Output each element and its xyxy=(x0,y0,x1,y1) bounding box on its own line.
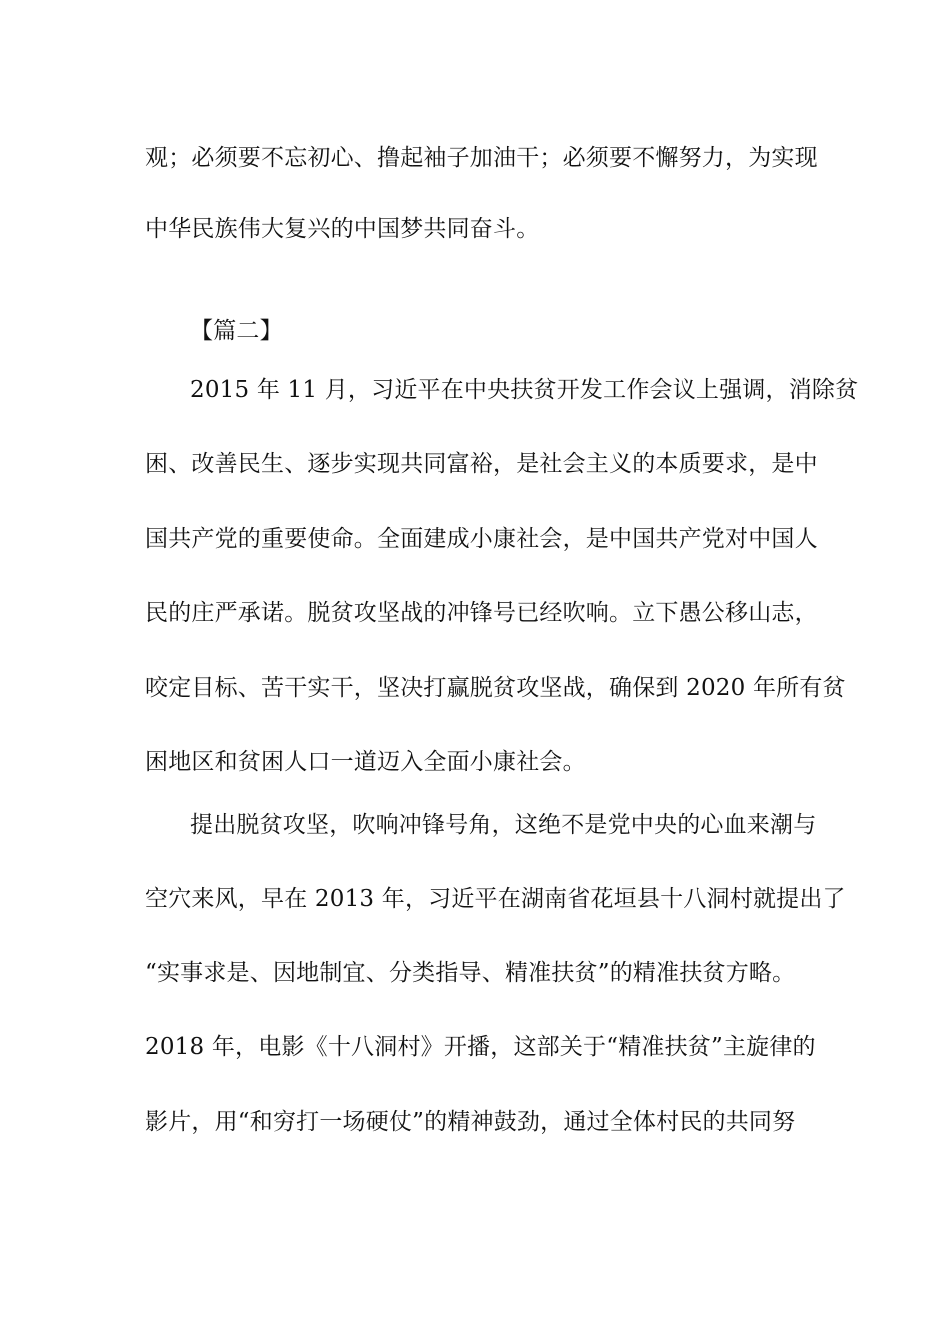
text-line: 2015 年 11 月，习近平在中央扶贫开发工作会议上强调，消除贫 xyxy=(190,377,859,403)
text-line: 提出脱贫攻坚，吹响冲锋号角，这绝不是党中央的心血来潮与 xyxy=(190,812,817,838)
text-line: 观；必须要不忘初心、撸起袖子加油干；必须要不懈努力，为实现 xyxy=(145,145,818,171)
text-line: 困地区和贫困人口一道迈入全面小康社会。 xyxy=(145,749,586,775)
text-line: 2018 年，电影《十八洞村》开播，这部关于“精准扶贫”主旋律的 xyxy=(145,1034,816,1060)
text-line: 中华民族伟大复兴的中国梦共同奋斗。 xyxy=(145,216,540,242)
text-line: 国共产党的重要使命。全面建成小康社会，是中国共产党对中国人 xyxy=(145,526,818,552)
text-line: “实事求是、因地制宜、分类指导、精准扶贫”的精准扶贫方略。 xyxy=(145,960,796,986)
text-line: 困、改善民生、逐步实现共同富裕，是社会主义的本质要求，是中 xyxy=(145,451,818,477)
text-line: 空穴来风，早在 2013 年，习近平在湖南省花垣县十八洞村就提出了 xyxy=(145,886,846,912)
text-line: 民的庄严承诺。脱贫攻坚战的冲锋号已经吹响。立下愚公移山志， xyxy=(145,600,818,626)
text-line: 咬定目标、苦干实干，坚决打赢脱贫攻坚战，确保到 2020 年所有贫 xyxy=(145,675,846,701)
section-heading: 【篇二】 xyxy=(190,318,283,344)
text-line: 影片，用“和穷打一场硬仗”的精神鼓劲，通过全体村民的共同努 xyxy=(145,1109,796,1135)
